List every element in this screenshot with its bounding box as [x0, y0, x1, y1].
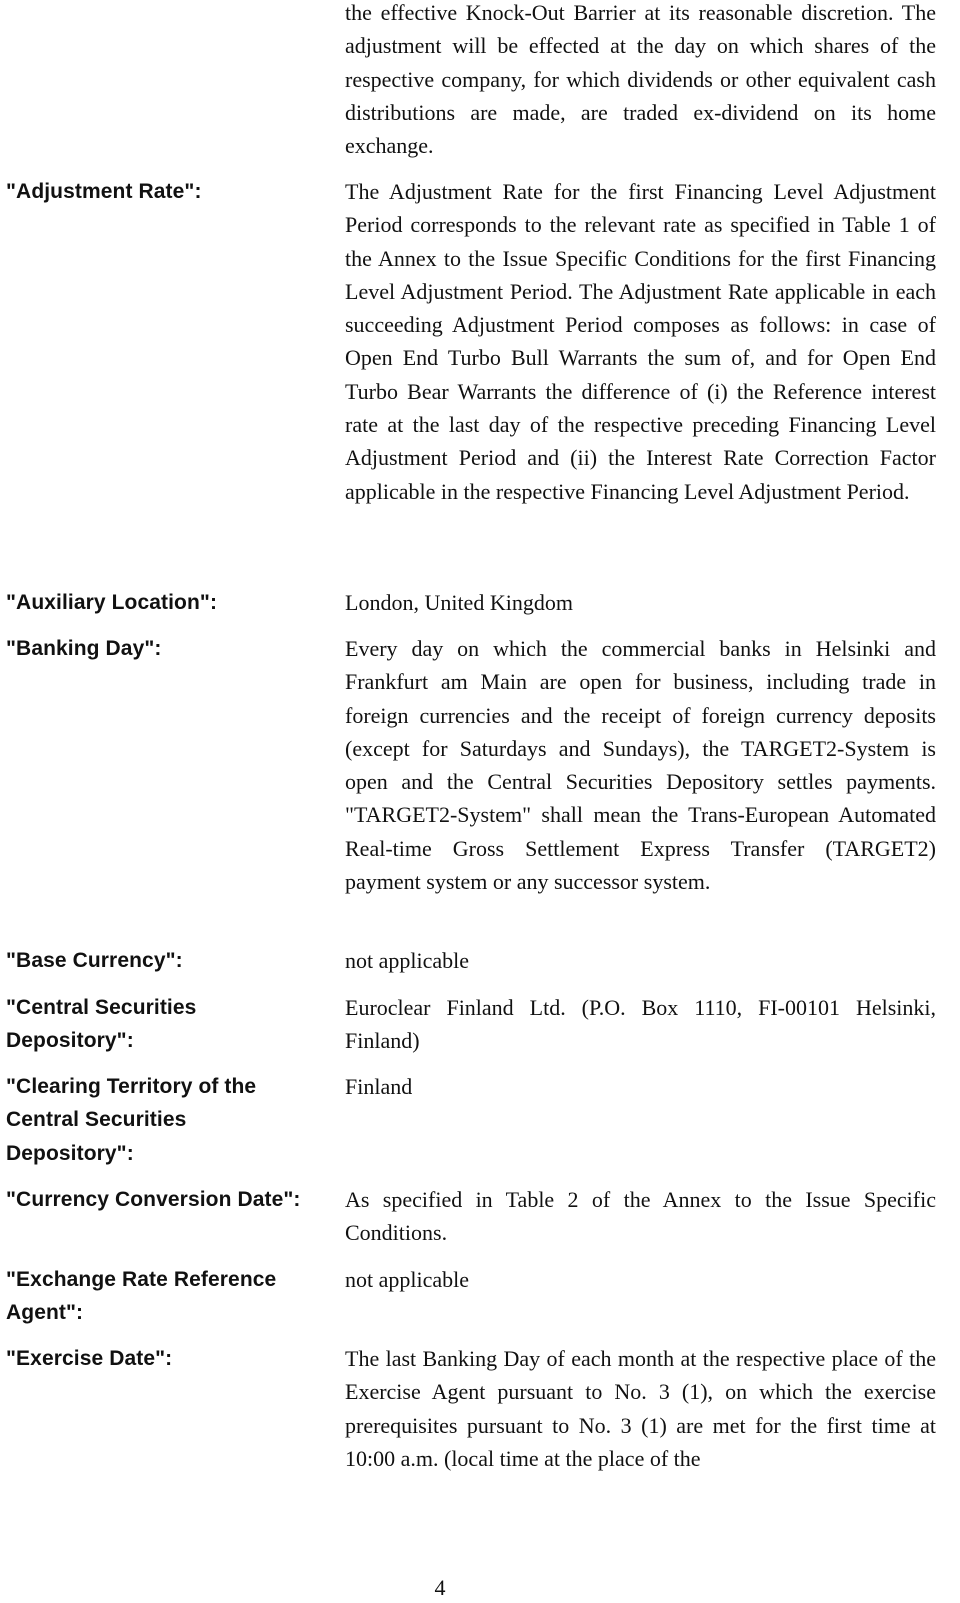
- page-number: 4: [434, 1575, 446, 1600]
- term-definition: The Adjustment Rate for the first Financing Level Adjustment Period corresponds to the relevant rate as specified in Table 1 of the Annex to the Issue Specific Conditions for the first Financing Level Adjustment Period. The Adjustment Rate applicable in each succeeding Adjustment Period composes as follows: in case of Open End Turbo Bull Warrants the sum of, and for Open End Turbo Bear Warrants the difference of (i) the Reference interest rate at the last day of the respective preceding Financing Level Adjustment Period and (ii) the Interest Rate Correction Factor applicable in the respective Financing Level Adjustment Period.: [345, 179, 936, 504]
- term-label: "Banking Day":: [6, 637, 162, 660]
- term-label: "Exchange Rate Reference Agent":: [6, 1268, 277, 1325]
- term-label: "Exercise Date":: [6, 1347, 173, 1370]
- term-definition: not applicable: [345, 1267, 470, 1292]
- term-definition: Finland: [345, 1074, 413, 1099]
- term-label: "Central Securities Depository":: [6, 996, 197, 1053]
- term-label: "Currency Conversion Date":: [6, 1188, 301, 1211]
- term-definition: Every day on which the commercial banks in Helsinki and Frankfurt am Main are open for business, including trade in foreign currencies and the receipt of foreign currency deposits (except for Saturdays and Sundays), the TARGET2-System is open and the Central Securities Depository settles payments. "TARGET2-System" shall mean the Trans-European Automated Real-time Gross Settlement Express Transfer (TARGET2) payment system or any successor system.: [345, 636, 936, 895]
- term-definition: London, United Kingdom: [345, 590, 573, 615]
- term-definition: The last Banking Day of each month at the respective place of the Exercise Agent pursuant to No. 3 (1), on which the exercise prerequisites pursuant to No. 3 (1) are met for the first time at 10:00 a.m. (local time at the place of the: [345, 1346, 936, 1471]
- term-label: "Clearing Territory of the Central Securities Depository":: [6, 1075, 257, 1165]
- continuation-text: the effective Knock-Out Barrier at its reasonable discretion. The adjustment will be effected at the day on which shares of the respective company, for which dividends or other equivalent cash distributions are made, are traded ex-dividend on its home exchange.: [345, 0, 936, 159]
- term-label: "Base Currency":: [6, 949, 183, 972]
- term-definition: not applicable: [345, 948, 470, 973]
- term-label: "Adjustment Rate":: [6, 180, 202, 203]
- term-definition: Euroclear Finland Ltd. (P.O. Box 1110, FI-00101 Helsinki, Finland): [345, 995, 936, 1054]
- term-label: "Auxiliary Location":: [6, 591, 218, 614]
- term-definition: As specified in Table 2 of the Annex to the Issue Specific Conditions.: [345, 1187, 936, 1246]
